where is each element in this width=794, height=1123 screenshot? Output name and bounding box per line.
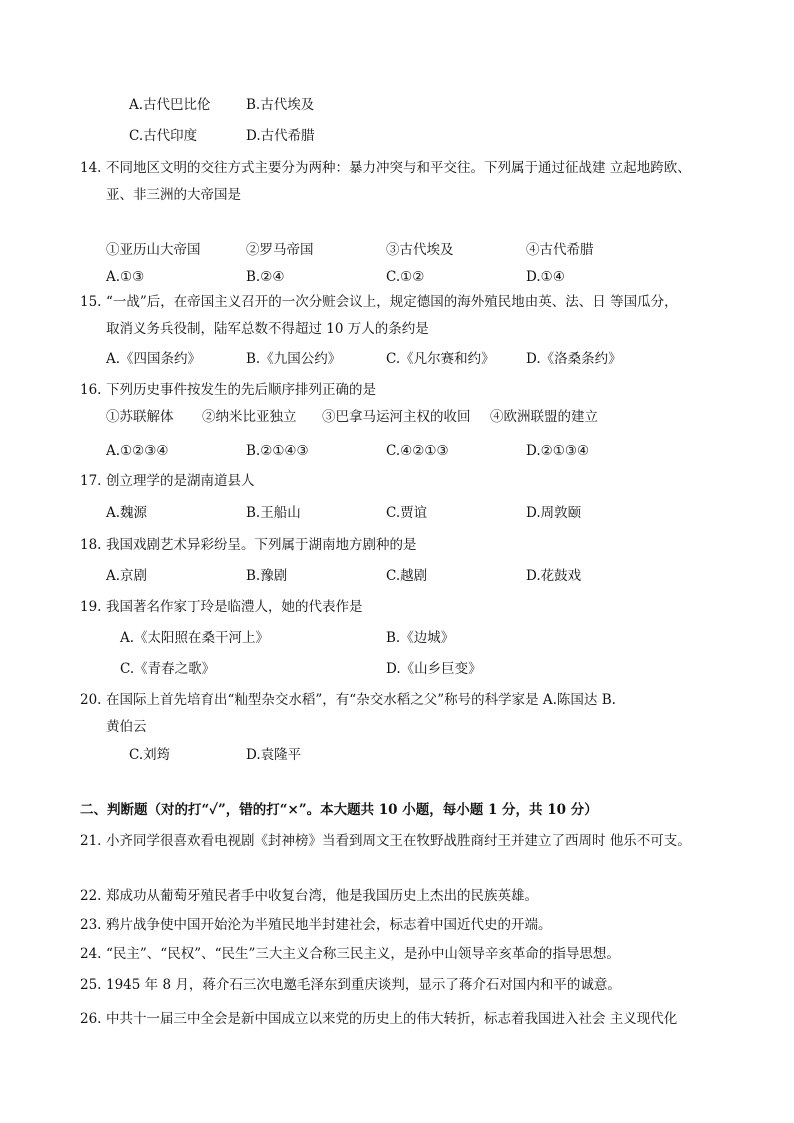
question-20 (80, 691, 616, 709)
option-b: B.②①④③ (246, 443, 309, 459)
judgment-item (80, 976, 621, 994)
option-a: A.《四国条约》 (106, 351, 202, 367)
option-b: B.《边城》 (386, 630, 455, 646)
option-c: C.刘筠 (129, 747, 171, 763)
option-a: A.《太阳照在桑干河上》 (120, 630, 270, 646)
option-d: D.周敦颐 (526, 505, 582, 521)
question-17 (80, 472, 255, 490)
question-text: 小齐同学很喜欢看电视剧《封神榜》当看到周文王在牧野战胜商纣王并建立了西周时 他乐不可支。 (106, 833, 691, 849)
option-a: A.魏源 (106, 505, 148, 521)
question-text: 1945 年 8 月，蒋介石三次电邀毛泽东到重庆谈判，显示了蒋介石对国内和平的诚意。 (106, 977, 621, 993)
question-number: 15. (80, 294, 102, 310)
item-1: ①苏联解体 (106, 409, 174, 425)
option-d: D.①④ (526, 269, 565, 285)
option-a: A.①②③④ (106, 443, 169, 459)
question-number: 16. (80, 382, 102, 398)
question-number: 14. (80, 160, 102, 176)
option-c: C.古代印度 (129, 128, 198, 144)
option-a: A.古代巴比伦 (129, 97, 211, 113)
option-d: D.②①③④ (526, 443, 590, 459)
item-4: ④欧洲联盟的建立 (490, 409, 598, 425)
question-text: 鸦片战争使中国开始沦为半殖民地半封建社会，标志着中国近代史的开端。 (106, 917, 552, 933)
option-b: B.豫剧 (246, 568, 288, 584)
question-number: 25. (80, 977, 102, 993)
question-14 (80, 159, 691, 177)
question-number: 19. (80, 599, 102, 615)
judgment-item (80, 832, 691, 850)
question-stem-continued: 黄伯云 (106, 719, 147, 735)
question-number: 22. (80, 888, 102, 904)
judgment-item (80, 916, 552, 934)
option-c: C.④②①③ (386, 443, 449, 459)
question-stem-continued: 亚、非三洲的大帝国是 (106, 187, 241, 203)
question-stem: 不同地区文明的交往方式主要分为两种：暴力冲突与和平交往。下列属于通过征战建 立起地跨欧、 (106, 160, 691, 176)
question-number: 17. (80, 473, 102, 489)
option-b: B.王船山 (246, 505, 301, 521)
question-number: 26. (80, 1011, 102, 1027)
question-16 (80, 381, 376, 399)
item-3: ③巴拿马运河主权的收回 (322, 409, 471, 425)
item-2: ②纳米比亚独立 (202, 409, 297, 425)
item-1: ①亚历山大帝国 (106, 242, 201, 258)
question-text: 中共十一届三中全会是新中国成立以来党的历史上的伟大转折，标志着我国进入社会 主义现代化 (106, 1011, 678, 1027)
option-d: D.《山乡巨变》 (386, 661, 482, 677)
question-number: 24. (80, 946, 102, 962)
option-c: C.越剧 (386, 568, 428, 584)
question-stem: 下列历史事件按发生的先后顺序排列正确的是 (106, 382, 376, 398)
question-number: 20. (80, 692, 102, 708)
question-stem-continued: 取消义务兵役制，陆军总数不得超过 10 万人的条约是 (106, 321, 429, 337)
option-c: C.《青春之歌》 (120, 661, 216, 677)
item-2: ②罗马帝国 (246, 242, 314, 258)
option-d: D.袁隆平 (246, 747, 302, 763)
option-c: C.贾谊 (386, 505, 428, 521)
judgment-item (80, 1010, 677, 1028)
question-stem: 在国际上首先培育出“籼型杂交水稻”，有“杂交水稻之父”称号的科学家是 A.陈国达 B. (106, 692, 616, 708)
question-number: 18. (80, 537, 102, 553)
question-stem: 我国戏剧艺术异彩纷呈。下列属于湖南地方剧种的是 (106, 537, 417, 553)
option-b: B.古代埃及 (246, 97, 315, 113)
question-19 (80, 598, 363, 616)
section-heading: 二、判断题（对的打“✓”，错的打“×”。本大题共 10 小题，每小题 1 分，共 10 分） (80, 802, 598, 818)
question-number: 21. (80, 833, 102, 849)
question-text: 郑成功从葡萄牙殖民者手中收复台湾，他是我国历史上杰出的民族英雄。 (106, 888, 538, 904)
option-b: B.《九国公约》 (246, 351, 342, 367)
option-a: A.京剧 (106, 568, 148, 584)
option-c: C.《凡尔赛和约》 (386, 351, 495, 367)
question-text: “民主”、“民权”、“民生”三大主义合称三民主义，是孙中山领导辛亥革命的指导思想。 (106, 946, 620, 962)
item-4: ④古代希腊 (526, 242, 594, 258)
option-d: D.古代希腊 (246, 128, 315, 144)
question-number: 23. (80, 917, 102, 933)
item-3: ③古代埃及 (386, 242, 454, 258)
question-stem: 创立理学的是湖南道县人 (106, 473, 255, 489)
judgment-item (80, 945, 620, 963)
question-stem: “一战”后，在帝国主义召开的一次分赃会议上，规定德国的海外殖民地由英、法、日 等国瓜分， (106, 294, 678, 310)
option-d: D.花鼓戏 (526, 568, 582, 584)
judgment-item (80, 887, 538, 905)
option-b: B.②④ (246, 269, 285, 285)
option-c: C.①② (386, 269, 425, 285)
question-stem: 我国著名作家丁玲是临澧人，她的代表作是 (106, 599, 363, 615)
option-a: A.①③ (106, 269, 145, 285)
option-d: D.《洛桑条约》 (526, 351, 622, 367)
question-15 (80, 293, 678, 311)
question-18 (80, 536, 417, 554)
